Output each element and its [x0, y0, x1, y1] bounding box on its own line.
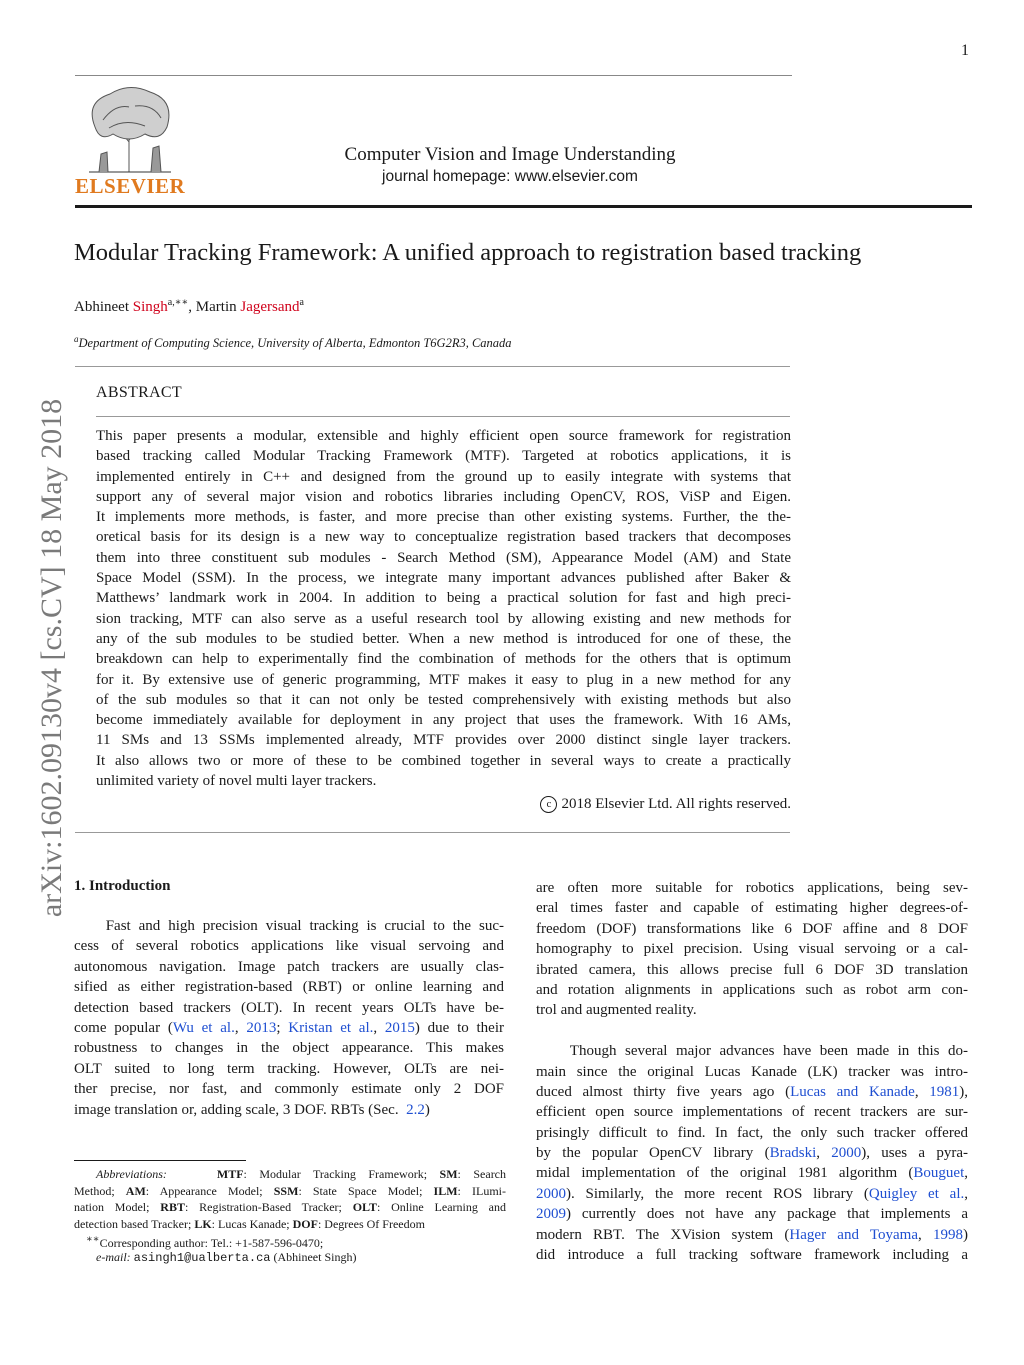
- abbreviation-key: SM: [439, 1167, 458, 1181]
- abstract-line: It also allows two or more of these to be combined together in several ways to create a practically: [96, 752, 791, 769]
- abbreviation-value: detection based Tracker;: [74, 1216, 195, 1231]
- text-line: robustness to changes in the object appearance. This makes: [74, 1040, 504, 1057]
- abstract-line: based tracking called Modular Tracking Framework (MTF). Targeted at robotics applications, it is: [96, 448, 791, 465]
- abbreviation-value: : Lucas Kanade;: [211, 1216, 293, 1231]
- abbreviation-key: AM: [125, 1183, 146, 1198]
- text-line: did introduce a full tracking software framework including a: [536, 1247, 968, 1264]
- text-fragment: ), uses a pyra-: [861, 1145, 968, 1162]
- abstract-line: for it. By extensive use of generic programming, MTF makes it easy to plug in a new method for any: [96, 671, 791, 688]
- abbreviation-key: DOF: [292, 1216, 318, 1231]
- abbreviation-value: : Degrees Of Freedom: [317, 1216, 425, 1231]
- text-fragment: by the popular OpenCV library (: [536, 1145, 770, 1162]
- copyright-text: 2018 Elsevier Ltd. All rights reserved.: [561, 796, 791, 812]
- text-line-with-citations: [536, 1143, 968, 1163]
- email-owner: (Abhineet Singh): [270, 1249, 357, 1264]
- abstract-top-rule: [75, 366, 790, 367]
- author-1-marks: a,∗∗: [167, 297, 189, 308]
- abstract-line: sion tracking, MTF can also serve as a useful research tool by allowing existing and new methods for: [96, 610, 791, 627]
- citation-link[interactable]: Hager and Toyama: [789, 1226, 919, 1243]
- abbreviation-value: : Search: [457, 1167, 507, 1181]
- text-line: OLT suited to long term tracking. However, OLTs are nei-: [74, 1060, 504, 1077]
- text-line: eral times faster and capable of estimating higher degrees-of-: [536, 900, 968, 917]
- email-label: e-mail:: [96, 1249, 131, 1264]
- abbreviation-value: : ILumi-: [457, 1183, 506, 1198]
- affiliation-mark: a: [74, 334, 79, 344]
- header-bottom-rule: [75, 205, 972, 208]
- abbreviation-key: LK: [194, 1216, 212, 1231]
- text-fragment: image translation or, adding scale, 3 DOF. RBTs (Sec.: [74, 1101, 407, 1118]
- abstract-line: 11 SMs and 13 SSMs implemented already, MTF provides over 2000 distinct single layer trackers.: [96, 732, 791, 749]
- abbreviations-line: [74, 1183, 506, 1200]
- abstract-body: [96, 426, 791, 791]
- page-number: 1: [961, 42, 969, 59]
- abbreviation-value: : Online Learning and: [376, 1200, 506, 1214]
- citation-link[interactable]: 2009: [536, 1206, 566, 1223]
- abbreviations-label: Abbreviations:: [96, 1167, 167, 1181]
- abbreviation-key: ILM: [433, 1183, 458, 1198]
- abstract-heading-rule: [96, 416, 790, 417]
- abstract-line: of the sub modules so that it can not only be tested comprehensively with existing methods but also: [96, 691, 791, 708]
- publisher-logo-text: ELSEVIER: [75, 174, 186, 198]
- abbreviation-key: SSM: [273, 1183, 299, 1198]
- text-fragment: ). Similarly, the more recent ROS library (: [566, 1185, 869, 1202]
- text-fragment: ,: [816, 1145, 832, 1162]
- author-2-link[interactable]: Jagersand: [240, 299, 300, 315]
- abstract-line: oretical basis for its design is a new way to conceptualize registration based trackers that decomposes: [96, 529, 791, 546]
- text-line: homography to pixel precision. Using visual servoing or a cal-: [536, 941, 968, 958]
- journal-homepage[interactable]: journal homepage: www.elsevier.com: [382, 168, 638, 185]
- section-heading-introduction: 1. Introduction: [74, 878, 171, 894]
- abbreviation-value: : State Space Model;: [298, 1183, 434, 1198]
- text-line: detection based trackers (OLT). In recent years OLTs have be-: [74, 999, 504, 1016]
- text-fragment: ,: [964, 1185, 969, 1202]
- text-fragment: ) currently does not have any package that implements a: [566, 1206, 968, 1223]
- citation-link[interactable]: 2013: [246, 1019, 277, 1036]
- paper-title: Modular Tracking Framework: A unified approach to registration based tracking: [74, 239, 862, 266]
- text-line: Though several major advances have been made in this do-: [536, 1043, 968, 1060]
- email-line: [74, 1249, 506, 1266]
- abstract-line: Space Model (SSM). In the process, we integrate many important advances published after Baker &: [96, 570, 791, 587]
- text-line: main since the original Lucas Kanade (LK) tracker was intro-: [536, 1063, 968, 1080]
- author-list: [74, 297, 304, 316]
- journal-name: Computer Vision and Image Understanding: [344, 144, 676, 165]
- abstract-line: unlimited variety of novel multi layer trackers.: [96, 773, 377, 790]
- text-fragment: ;: [276, 1019, 289, 1036]
- abbreviation-value: : Modular Tracking Framework;: [243, 1167, 440, 1181]
- abstract-line: any of the sub modules to be studied better. When a new method is introduced for one of these, the: [96, 630, 791, 647]
- citation-link[interactable]: Wu et al.: [172, 1019, 235, 1036]
- citation-link[interactable]: Kristan et al.: [288, 1019, 374, 1036]
- text-line-with-citations: [536, 1225, 968, 1245]
- citation-link[interactable]: Lucas and Kanade: [790, 1083, 915, 1100]
- left-column: [74, 916, 504, 1120]
- abbreviation-key: MTF: [216, 1167, 244, 1181]
- corresponding-text: Corresponding author: Tel.: +1-587-596-0470;: [99, 1236, 324, 1250]
- abbreviation-value: Method;: [74, 1183, 126, 1198]
- citation-link[interactable]: 2015: [384, 1019, 415, 1036]
- abstract-line: them into three constituent sub modules - Search Method (SM), Appearance Model (AM) and State: [96, 549, 791, 566]
- citation-link[interactable]: Quigley et al.: [868, 1185, 965, 1202]
- abstract-line: It implements more methods, is faster, and more precise than other existing systems. Further, the the-: [96, 509, 791, 526]
- footnote-mark: ∗∗: [86, 1234, 100, 1245]
- email-link[interactable]: asingh1@ualberta.ca: [133, 1250, 271, 1265]
- abbreviation-value: : Registration-Based Tracker;: [184, 1200, 353, 1214]
- citation-link[interactable]: 2000: [536, 1185, 566, 1202]
- text-line: are often more suitable for robotics applications, being sev-: [536, 880, 968, 896]
- text-line: ibrated camera, this allows precise full 6 DOF 3D translation: [536, 961, 968, 978]
- text-line: sified as either registration-based (RBT) or online learning and: [74, 979, 504, 996]
- abstract-line: implemented entirely in C++ and designed from the ground up to easily integrate with systems that: [96, 468, 791, 485]
- text-fragment: ),: [959, 1083, 969, 1100]
- footnote-rule: [74, 1160, 246, 1161]
- text-line-with-citations: [536, 1184, 968, 1204]
- text-fragment: come popular (: [74, 1019, 173, 1036]
- text-line-with-citations: [74, 1018, 504, 1038]
- text-fragment: ) due to their: [414, 1019, 504, 1036]
- footnotes: [74, 1166, 506, 1265]
- text-fragment: duced almost thirty five years ago (: [536, 1083, 791, 1100]
- abbreviation-value: : Appearance Model;: [145, 1183, 274, 1198]
- text-fragment: ): [424, 1101, 430, 1118]
- text-fragment: ,: [914, 1083, 930, 1100]
- affiliation: [74, 334, 512, 351]
- text-fragment: midal implementation of the original 1981 algorithm (: [536, 1165, 914, 1182]
- arxiv-stamp: arXiv:1602.09130v4 [cs.CV] 18 May 2018: [35, 398, 68, 918]
- author-1-link[interactable]: Singh: [132, 299, 168, 315]
- text-fragment: ,: [918, 1226, 933, 1243]
- text-fragment: ): [963, 1226, 968, 1243]
- text-line: prisingly difficult to find. In fact, the only such tracker offered: [536, 1124, 968, 1141]
- text-fragment: ,: [373, 1019, 385, 1036]
- abbreviation-value: nation Model;: [74, 1200, 161, 1214]
- text-line: autonomous navigation. Image patch trackers are usually clas-: [74, 958, 504, 975]
- tree-icon: [75, 82, 183, 174]
- author-1-given: Abhineet: [74, 299, 133, 315]
- section-reference-link[interactable]: 2.2: [406, 1101, 425, 1118]
- text-line: freedom (DOF) transformations like 6 DOF affine and 8 DOF: [536, 920, 968, 937]
- abbreviation-key: RBT: [160, 1200, 185, 1214]
- text-line: trol and augmented reality.: [536, 1002, 697, 1019]
- text-line: ther precise, nor fast, and commonly estimate only 2 DOF: [74, 1081, 504, 1098]
- text-line: Fast and high precision visual tracking is crucial to the suc-: [74, 918, 504, 934]
- abstract-bottom-rule: [75, 832, 790, 833]
- text-line-with-citations: [536, 1163, 968, 1183]
- abbreviation-key: OLT: [352, 1200, 377, 1214]
- text-line-with-citations: [536, 1082, 968, 1102]
- author-2-marks: a: [299, 297, 304, 308]
- abstract-line: Matthews’ landmark work in 2004. In addition to being a practical solution for fast and high preci-: [96, 590, 791, 607]
- text-line: and rotation alignments in applications such as robot arm con-: [536, 981, 968, 998]
- citation-link[interactable]: 2000: [831, 1145, 862, 1162]
- abstract-line: become immediately available for deployment in any project that uses the framework. With 16 AMs,: [96, 712, 791, 729]
- affiliation-text: Department of Computing Science, University of Alberta, Edmonton T6G2R3, Canada: [78, 336, 512, 351]
- elsevier-logo: [75, 82, 186, 200]
- text-line-with-citations: [74, 1100, 504, 1120]
- text-fragment: ,: [964, 1165, 968, 1182]
- text-line-with-citations: [536, 1204, 968, 1224]
- abbreviations-line: [74, 1199, 506, 1216]
- citation-link[interactable]: 1998: [933, 1226, 963, 1243]
- copyright-notice: [540, 796, 791, 813]
- citation-link[interactable]: 1981: [929, 1083, 960, 1100]
- citation-link[interactable]: Bouguet: [913, 1165, 965, 1182]
- right-column: [536, 878, 968, 1265]
- copyright-icon: c: [540, 796, 557, 813]
- abstract-line: support any of several major vision and robotics libraries including OpenCV, ROS, ViSP and Eigen.: [96, 488, 791, 505]
- abstract-line: This paper presents a modular, extensible and highly efficient open source framework for registration: [96, 428, 791, 444]
- text-line: cess of several robotics applications like visual servoing and: [74, 938, 504, 955]
- citation-link[interactable]: Bradski: [769, 1145, 817, 1162]
- abstract-line: breakdown can help to experimentally find the combination of methods for the others that is optimum: [96, 651, 791, 668]
- text-fragment: ,: [234, 1019, 247, 1036]
- text-line: efficient open source implementations of recent trackers are sur-: [536, 1104, 968, 1121]
- author-separator: , Martin: [188, 299, 241, 315]
- abbreviations-line: [74, 1166, 506, 1183]
- abstract-heading: ABSTRACT: [96, 384, 182, 401]
- abbreviations-line: [74, 1216, 506, 1233]
- corresponding-author: [74, 1232, 506, 1249]
- header-top-rule: [75, 75, 792, 76]
- paragraph-gap: [536, 1021, 968, 1041]
- text-fragment: modern RBT. The XVision system (: [536, 1226, 790, 1243]
